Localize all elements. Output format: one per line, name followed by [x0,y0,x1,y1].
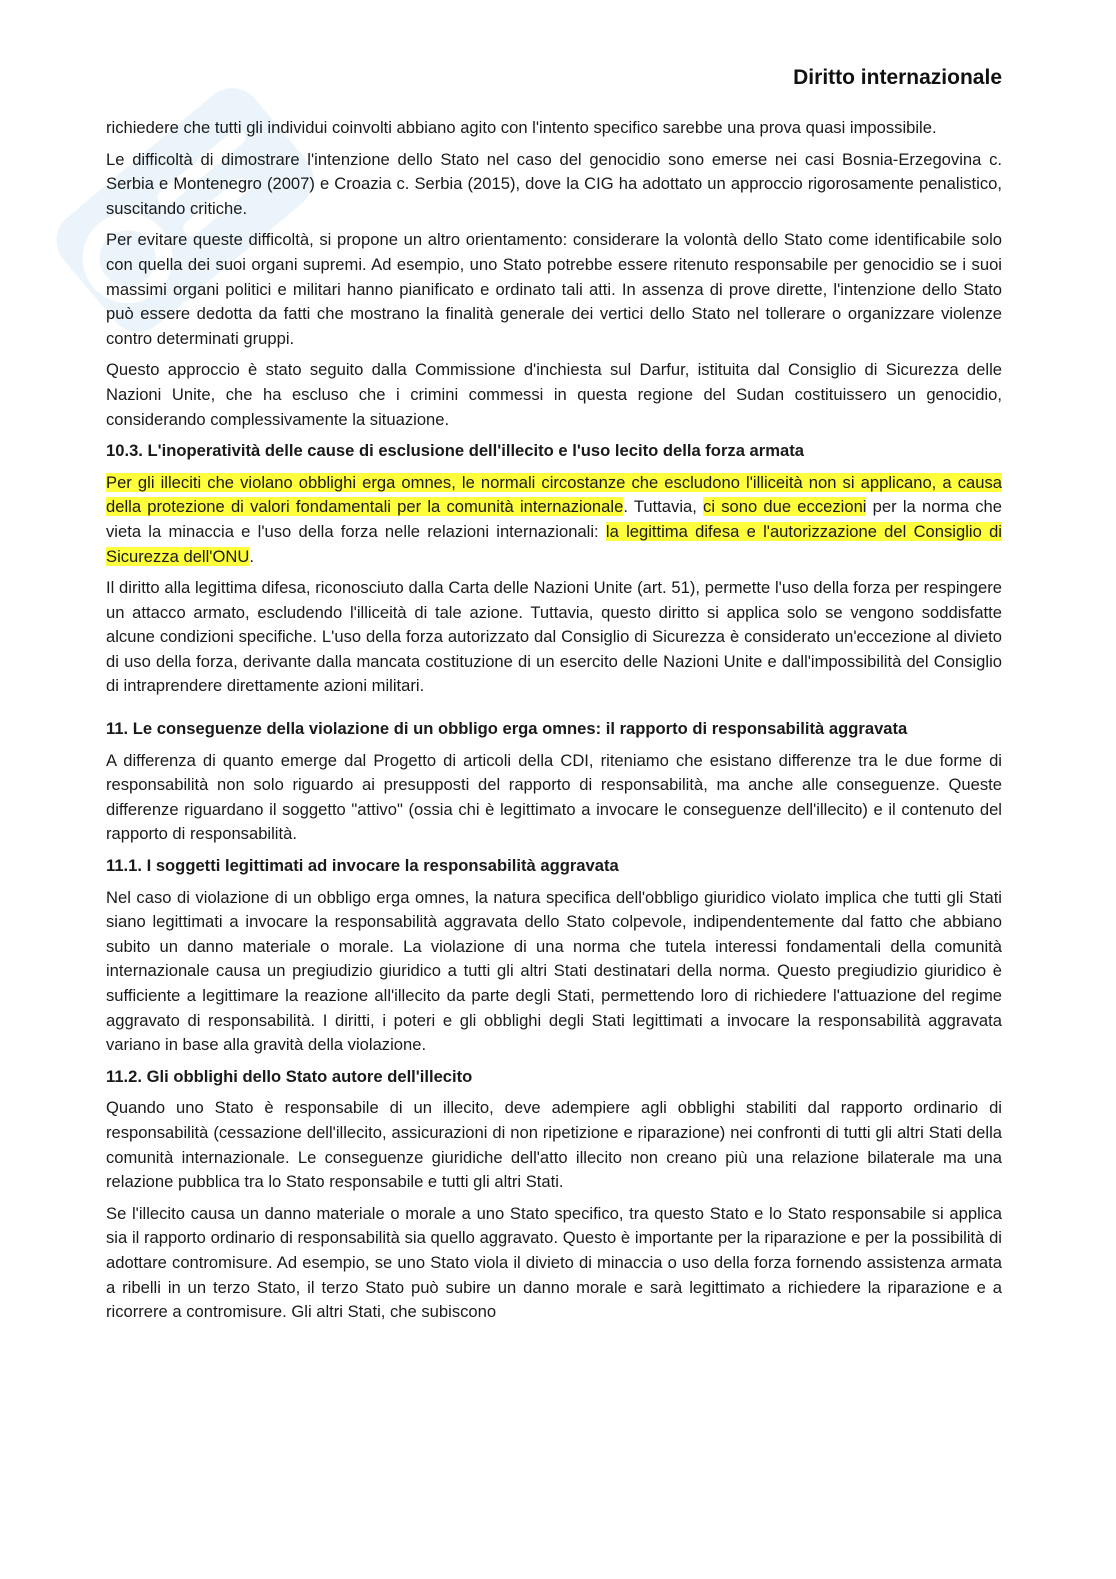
paragraph: Le difficoltà di dimostrare l'intenzione dello Stato nel caso del genocidio sono emerse nei casi Bosnia-Erzegovina c. Serbia e Montenegro (2007) e Croazia c. Serbia (2015), dove la CIG ha adottato un approccio rigorosamente penalistico, suscitando critiche. [106,149,1002,218]
paragraph: richiedere che tutti gli individui coinvolti abbiano agito con l'intento specifico sarebbe una prova quasi impossibile. [106,118,937,137]
paragraph: Quando uno Stato è responsabile di un illecito, deve adempiere agli obblighi stabiliti dal rapporto ordinario di responsabilità (cessazione dell'illecito, assicurazioni di non ripetizione e riparazione) nei confronti di tutti gli altri Stati della comunità internazionale. Le conseguenze giuridiche dell'atto illecito non creano più una relazione bilaterale ma una relazione pubblica tra lo Stato responsabile e tutti gli altri Stati. [106,1098,1002,1192]
paragraph: Il diritto alla legittima difesa, riconosciuto dalla Carta delle Nazioni Unite (art. 51), permette l'uso della forza per respingere un attacco armato, escludendo l'illiceità di tale azione. Tuttavia, questo diritto si applica solo se vengono soddisfatte alcune condizioni specifiche. L'uso della forza autorizzato dal Consiglio di Sicurezza è considerato un'eccezione al divieto di uso della forza, derivante dalla mancata costituzione di un esercito delle Nazioni Unite e dall'impossibilità del Consiglio di intraprendere direttamente azioni militari. [106,578,1002,696]
paragraph: Questo approccio è stato seguito dalla Commissione d'inchiesta sul Darfur, istituita dal Consiglio di Sicurezza delle Nazioni Unite, che ha escluso che i crimini commessi in questa regione del Sudan costituissero un genocidio, considerando complessivamente la situazione. [106,360,1002,429]
paragraph: Se l'illecito causa un danno materiale o morale a uno Stato specifico, tra questo Stato e lo Stato responsabile si applica sia il rapporto ordinario di responsabilità sia quello aggravato. Questo è importante per la riparazione e per la possibilità di adottare contromisure. Ad esempio, se uno Stato viola il divieto di minaccia o uso della forza fornendo assistenza armata a ribelli in un terzo Stato, il terzo Stato può subire un danno morale e sarà legittimato a richiedere la riparazione e a ricorrere a contromisure. Gli altri Stati, che subiscono [106,1203,1002,1322]
text-run: . Tuttavia, [623,497,704,517]
text-run: per la norma che vieta la minaccia e l'uso della forza nelle relazioni internazionali: [106,497,1002,541]
section-heading-11: 11. Le conseguenze della violazione di un obbligo erga omnes: il rapporto di responsabilità aggravata [106,719,908,739]
highlight: la legittima difesa e l'autorizzazione del Consiglio di Sicurezza dell'ONU [106,521,1002,566]
section-heading-11-1: 11.1. I soggetti legittimati ad invocare la responsabilità aggravata [106,856,619,876]
text-run: . [249,546,254,566]
document-page [106,66,1002,1332]
header-title: Diritto internazionale [793,66,1002,89]
paragraph: Per evitare queste difficoltà, si propone un altro orientamento: considerare la volontà dello Stato come identificabile solo con quella dei suoi organi supremi. Ad esempio, uno Stato potrebbe essere ritenuto responsabile per genocidio se i suoi massimi organi politici e militari hanno pianificato e ordinato tali atti. In assenza di prove dirette, l'intenzione dello Stato può essere dedotta da fatti che mostrano la finalità generale dei vertici dello Stato nel tollerare o organizzare violenze contro determinati gruppi. [106,230,1002,348]
highlight: Per gli illeciti che violano obblighi erga omnes, le normali circostanze che escludono l'illiceità non si applicano, a causa della protezione di valori fondamentali per la comunità internazionale [106,472,1002,517]
section-heading-11-2: 11.2. Gli obblighi dello Stato autore dell'illecito [106,1066,473,1086]
section-heading-10-3: 10.3. L'inoperatività delle cause di esclusione dell'illecito e l'uso lecito della forza armata [106,441,804,461]
highlighted-paragraph [106,471,1002,569]
paragraph: A differenza di quanto emerge dal Progetto di articoli della CDI, riteniamo che esistano differenze tra le due forme di responsabilità non solo riguardo ai presupposti del rapporto di responsabilità, ma anche alle conseguenze. Queste differenze riguardano il soggetto "attivo" (ossia chi è legittimato a invocare le conseguenze dell'illecito) e il contenuto del rapporto di responsabilità. [106,750,1002,844]
paragraph: Nel caso di violazione di un obbligo erga omnes, la natura specifica dell'obbligo giuridico violato implica che tutti gli Stati siano legittimati a invocare la responsabilità aggravata dello Stato colpevole, indipendentemente dal fatto che abbiano subito un danno materiale o morale. La violazione di una norma che tutela interessi fondamentali della comunità internazionale causa un pregiudizio giuridico a tutti gli altri Stati destinatari della norma. Questo pregiudizio giuridico è sufficiente a legittimare la reazione all'illecito da parte degli Stati, permettendo loro di richiedere l'attuazione del regime aggravato di responsabilità. I diritti, i poteri e gli obblighi degli Stati legittimati a invocare la responsabilità aggravata variano in base alla gravità della violazione. [106,887,1002,1055]
highlight: ci sono due eccezioni [703,497,867,517]
